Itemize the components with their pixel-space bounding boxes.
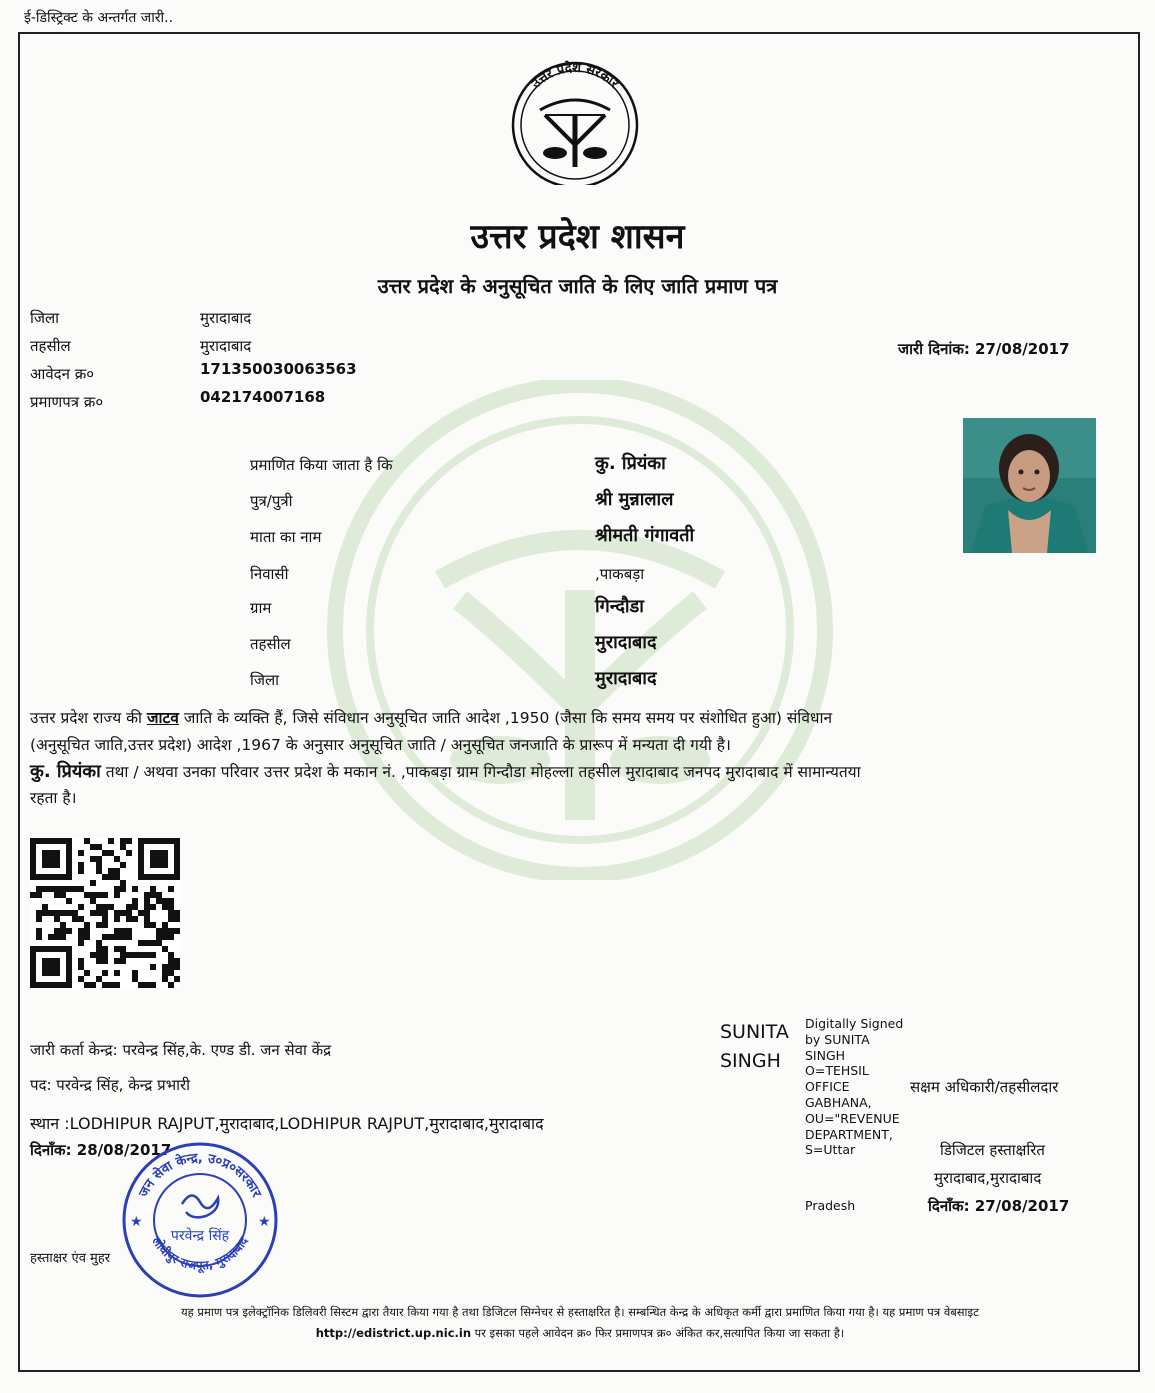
signature-detail-line: OFFICE (805, 1079, 850, 1095)
footer-note-line2 (30, 1326, 1130, 1341)
up-government-emblem (500, 55, 650, 185)
signature-detail-line: OU="REVENUE (805, 1110, 900, 1126)
svg-text:★: ★ (130, 1214, 143, 1230)
signer-name-block (720, 1018, 789, 1076)
detail-label: तहसील (250, 635, 291, 653)
issuer-post: पद: परवेन्द्र सिंह, केन्द्र प्रभारी (30, 1076, 191, 1094)
stamp-bottom-text: लोधीपुर राजपूत, मुरादाबाद (149, 1234, 251, 1273)
detail-label: माता का नाम (250, 528, 322, 546)
signature-state-continued: Pradesh (805, 1198, 856, 1213)
caste-statement-line1 (30, 706, 1120, 730)
center-stamp (120, 1140, 280, 1300)
svg-text:उत्तर प्रदेश सरकार (528, 60, 622, 92)
tehsil-label: तहसील (30, 337, 71, 355)
detail-value: मुरादाबाद (595, 668, 657, 689)
certificate-number-label: प्रमाणपत्र क्र० (30, 393, 104, 411)
signature-detail-line: GABHANA, (805, 1094, 872, 1110)
application-number-value: 171350030063563 (200, 360, 357, 378)
detail-label: प्रमाणित किया जाता है कि (250, 456, 393, 474)
issued-under-note: ई-डिस्ट्रिक्ट के अन्तर्गत जारी.. (24, 10, 174, 26)
detail-value: श्रीमती गंगावती (595, 525, 695, 546)
issuing-center: जारी कर्ता केन्द्र: परवेन्द्र सिंह,के. एण्ड डी. जन सेवा केंद्र (30, 1041, 332, 1059)
emblem-text: उत्तर प्रदेश सरकार (528, 60, 622, 92)
detail-value: कु. प्रियंका (595, 453, 666, 474)
caste-statement-line2: (अनुसूचित जाति,उत्तर प्रदेश) आदेश ,1967 के अनुसार अनुसूचित जाति / अनुसूचित जनजाति के प्रारूप में मन्यता दी गयी है। (30, 736, 731, 754)
statement-prefix: उत्तर प्रदेश राज्य की (30, 709, 147, 727)
signature-seal-label: हस्ताक्षर एंव मुहर (30, 1251, 111, 1266)
statement-suffix: जाति के व्यक्ति हैं, जिसे संविधान अनुसूचित जाति आदेश ,1950 (जैसा कि समय समय पर संशोधित हुआ) संविधान (178, 709, 833, 727)
verification-url[interactable]: http://edistrict.up.nic.in (315, 1326, 472, 1340)
competent-authority: सक्षम अधिकारी/तहसीलदार (910, 1078, 1059, 1096)
applicant-photo (963, 418, 1096, 553)
certificate-number-value: 042174007168 (200, 388, 326, 406)
digital-signature-details (805, 1016, 903, 1158)
signature-detail-line: SINGH (805, 1047, 846, 1063)
detail-label: ग्राम (250, 599, 272, 617)
district-value: मुरादाबाद (200, 309, 252, 327)
svg-text:★: ★ (258, 1214, 271, 1230)
detail-value: श्री मुन्नालाल (595, 489, 674, 510)
footer-verification-text: पर इसका पहले आवेदन क्र० फिर प्रमाणपत्र क्र० अंकित कर,सत्यापित किया जा सकता है। (471, 1326, 845, 1340)
detail-label: पुत्र/पुत्री (250, 492, 293, 510)
stamp-center-text: परवेन्द्र सिंह (170, 1228, 230, 1244)
district-label: जिला (30, 309, 60, 327)
signer-name-line1: SUNITA (720, 1021, 789, 1043)
signature-detail-line: by SUNITA (805, 1031, 870, 1047)
detail-label: निवासी (250, 565, 289, 583)
document-subtitle: उत्तर प्रदेश के अनुसूचित जाति के लिए जाति प्रमाण पत्र (377, 274, 778, 298)
digitally-signed-label: डिजिटल हस्ताक्षरित (940, 1141, 1045, 1159)
signature-detail-line: O=TEHSIL (805, 1063, 869, 1079)
authority-date: दिनाँक: 27/08/2017 (928, 1197, 1070, 1215)
issuer-date: दिनाँक: 28/08/2017 (30, 1141, 172, 1159)
residence-text: तथा / अथवा उनका परिवार उत्तर प्रदेश के मकान नं. ,पाकबड़ा ग्राम गिन्दौडा मोहल्ला तहसील मुरादाबाद जनपद मुरादाबाद में सामान्यतया (100, 763, 861, 781)
signature-detail-line: DEPARTMENT, (805, 1126, 893, 1142)
detail-value: ,पाकबड़ा (595, 565, 645, 583)
residence-statement (30, 760, 1120, 784)
signer-name-line2: SINGH (720, 1050, 781, 1072)
issue-date: जारी दिनांक: 27/08/2017 (898, 340, 1070, 358)
stamp-ring-text: जन सेवा केन्द्र, उ०प्र०सरकार (136, 1150, 264, 1200)
residence-statement-end: रहता है। (30, 789, 77, 807)
detail-label: जिला (250, 671, 280, 689)
qr-code (30, 838, 180, 988)
footer-note-line1: यह प्रमाण पत्र इलेक्ट्रॉनिक डिलिवरी सिस्टम द्वारा तैयार किया गया है तथा डिजिटल सिग्नेचर से हस्ताक्षरित है। सम्बन्धित केन्द्र के अधिकृत कर्मी द्वारा प्रमाणित किया गया है। यह प्रमाण पत्र वेबसाइट (181, 1305, 979, 1319)
document-title: उत्तर प्रदेश शासन (470, 217, 685, 257)
caste-name: जाटव (146, 709, 179, 727)
signature-detail-line: S=Uttar (805, 1142, 856, 1158)
application-number-label: आवेदन क्र० (30, 365, 95, 383)
detail-value: मुरादाबाद (595, 632, 657, 653)
detail-value: गिन्दौडा (595, 596, 644, 617)
tehsil-value: मुरादाबाद (200, 337, 252, 355)
applicant-name-inline: कु. प्रियंका (30, 761, 101, 782)
signature-detail-line: Digitally Signed (805, 1016, 904, 1031)
issuer-place: स्थान :LODHIPUR RAJPUT,मुरादाबाद,LODHIPUR RAJPUT,मुरादाबाद,मुरादाबाद (30, 1114, 544, 1133)
authority-place: मुरादाबाद,मुरादाबाद (934, 1169, 1042, 1187)
